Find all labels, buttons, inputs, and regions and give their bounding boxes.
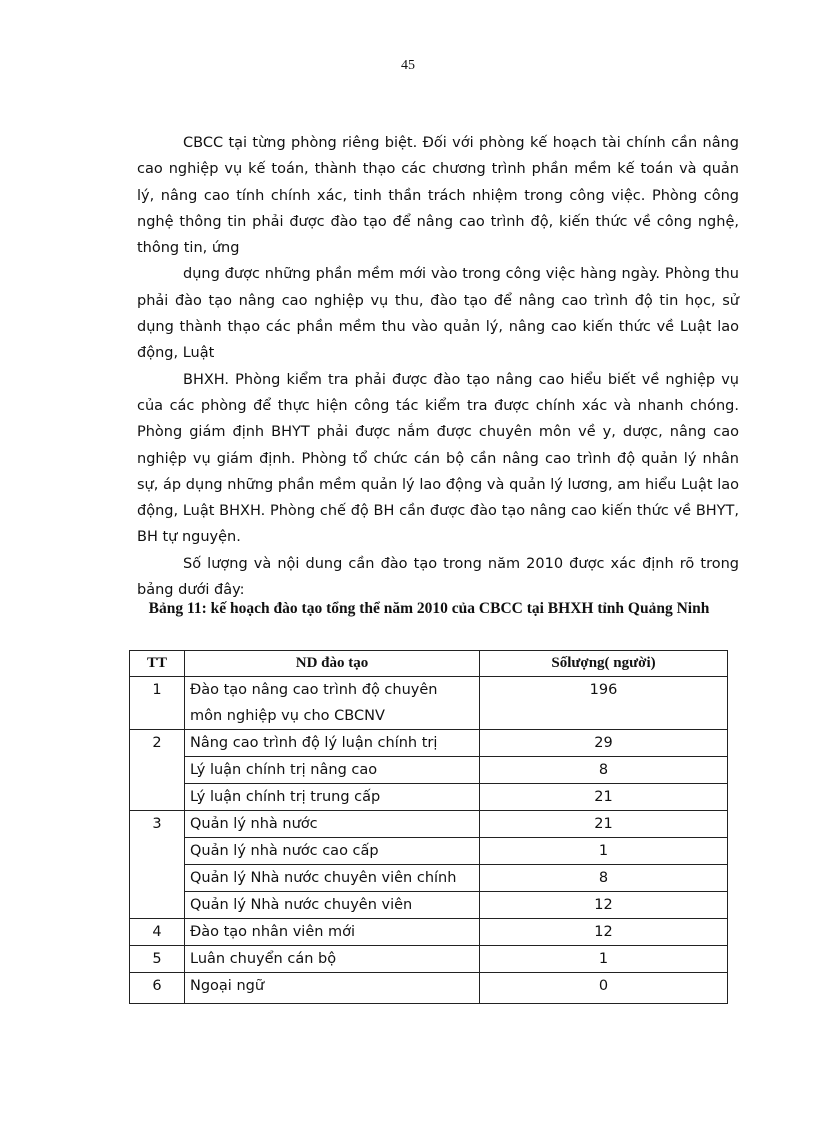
row-content: Ngoại ngữ [185,973,480,1004]
row-content: Đào tạo nhân viên mới [185,919,480,946]
row-count: 12 [480,919,728,946]
row-content: Quản lý nhà nước [185,811,480,838]
row-count: 1 [480,838,728,865]
row-count: 12 [480,892,728,919]
table-caption: Bảng 11: kế hoạch đào tạo tổng thể năm 2010 của CBCC tại BHXH tỉnh Quảng Ninh [148,600,710,617]
row-count: 196 [480,677,728,730]
header-tt: TT [130,651,185,677]
row-tt: 2 [130,730,185,757]
table-row [130,838,728,865]
row-tt [130,784,185,811]
row-tt [130,757,185,784]
row-content: Luân chuyển cán bộ [185,946,480,973]
row-tt: 1 [130,677,185,730]
row-tt: 5 [130,946,185,973]
table-header-row [130,651,728,677]
row-content: Nâng cao trình độ lý luận chính trị [185,730,480,757]
table-row [130,757,728,784]
row-tt [130,865,185,892]
body-text [137,130,739,603]
header-content: ND đào tạo [185,651,480,677]
table-row [130,919,728,946]
row-count: 21 [480,784,728,811]
row-count: 29 [480,730,728,757]
table-row [130,730,728,757]
row-content: Quản lý Nhà nước chuyên viên [185,892,480,919]
header-count: Sốlượng( người) [480,651,728,677]
row-content: Lý luận chính trị nâng cao [185,757,480,784]
paragraph: Số lượng và nội dung cần đào tạo trong năm 2010 được xác định rõ trong bảng dưới đây: [137,555,739,599]
table-row [130,892,728,919]
row-tt [130,892,185,919]
row-tt: 3 [130,811,185,838]
row-tt [130,838,185,865]
paragraph: BHXH. Phòng kiểm tra phải được đào tạo nâng cao hiểu biết về nghiệp vụ của các phòng để thực hiện công tác kiểm tra được chính xác và nhanh chóng. Phòng giám định BHYT phải được nắm được chuyên môn về y, dược, nâng cao nghiệp vụ giám định. Phòng tổ chức cán bộ cần nâng cao trình độ quản lý nhân sự, áp dụng những phần mềm quản lý lao động và quản lý lương, am hiểu Luật lao động, Luật BHXH. Phòng chế độ BH cần được đào tạo nâng cao kiến thức về BHYT, BH tự nguyện. [137,371,739,546]
table-row [130,946,728,973]
row-tt: 4 [130,919,185,946]
row-content: Lý luận chính trị trung cấp [185,784,480,811]
row-tt: 6 [130,973,185,1004]
table-row [130,784,728,811]
row-count: 8 [480,757,728,784]
row-count: 1 [480,946,728,973]
page-number: 45 [401,58,415,73]
row-count: 21 [480,811,728,838]
paragraph: CBCC tại từng phòng riêng biệt. Đối với phòng kế hoạch tài chính cần nâng cao nghiệp vụ kế toán, thành thạo các chương trình phần mềm kế toán và quản lý, nâng cao tính chính xác, tinh thần trách nhiệm trong công việc. Phòng công nghệ thông tin phải được đào tạo để nâng cao trình độ, kiến thức về công nghệ, thông tin, ứng [137,135,739,257]
row-content: Quản lý Nhà nước chuyên viên chính [185,865,480,892]
paragraph: dụng được những phần mềm mới vào trong công việc hàng ngày. Phòng thu phải đào tạo nâng cao nghiệp vụ thu, đào tạo để nâng cao trình độ tin học, sử dụng thành thạo các phần mềm thu vào quản lý, nâng cao kiến thức về Luật lao động, Luật [137,266,739,362]
table-row [130,973,728,1004]
row-count: 8 [480,865,728,892]
table-row [130,677,728,730]
row-content: Đào tạo nâng cao trình độ chuyên môn nghiệp vụ cho CBCNV [185,677,480,730]
table-row [130,811,728,838]
training-plan-table [129,650,728,1004]
table-row [130,865,728,892]
row-count: 0 [480,973,728,1004]
row-content: Quản lý nhà nước cao cấp [185,838,480,865]
